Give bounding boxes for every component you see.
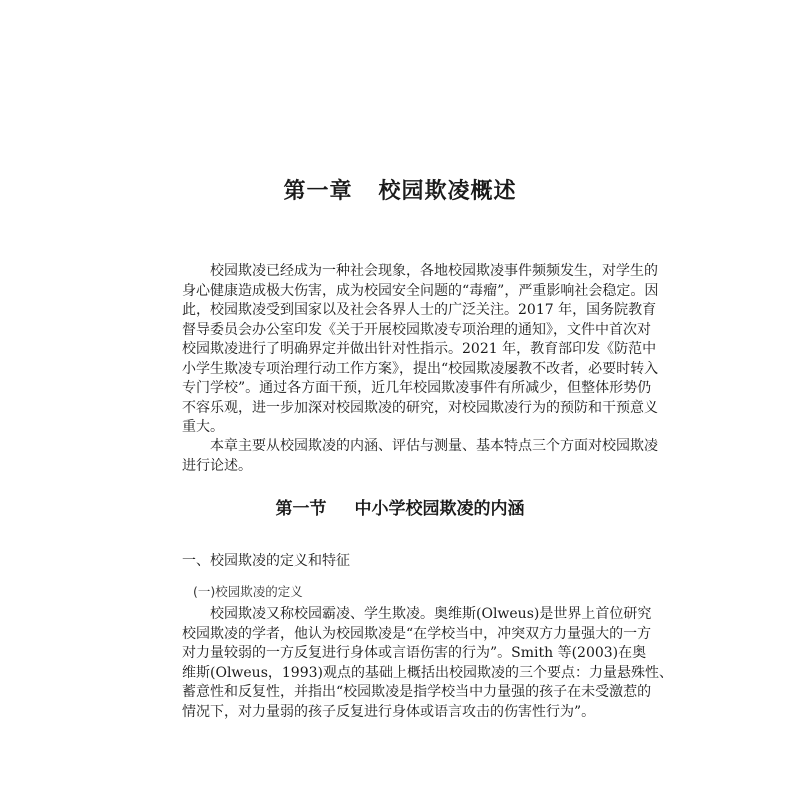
text-line: 校园欺凌已经成为一种社会现象，各地校园欺凌事件频频发生，对学生的 [210,263,658,279]
text-line: 进行论述。 [182,457,252,474]
text-line: 维斯(Olweus，1993)观点的基础上概括出校园欺凌的三个要点：力量悬殊性、 [182,664,673,681]
intro-paragraph-1 [182,262,659,438]
section-number: 第一节 [275,499,327,519]
subsection-heading: 一、校园欺凌的定义和特征 [182,553,350,569]
definition-paragraph [182,605,673,722]
text-line: 专门学校”。通过各方面干预，近几年校园欺凌事件有所减少，但整体形势仍 [182,380,652,396]
text-line: 身心健康造成极大伤害，成为校园安全问题的“毒瘤”，严重影响社会稳定。因 [182,282,659,299]
text-line: 重大。 [182,419,224,435]
text-line: 对力量较弱的一方反复进行身体或言语伤害的行为”。Smith 等(2003)在奥 [182,645,647,661]
text-line: 校园欺凌的学者，他认为校园欺凌是“在学校当中，冲突双方力量强大的一方 [182,625,652,642]
section-heading [0,494,800,519]
text-line: 本章主要从校园欺凌的内涵、评估与测量、基本特点三个方面对校园欺凌 [210,438,658,454]
subsubsection-heading: (一)校园欺凌的定义 [193,584,303,599]
intro-paragraph-2 [182,437,658,476]
section-title: 中小学校园欺凌的内涵 [354,499,525,519]
text-line: 校园欺凌又称校园霸凌、学生欺凌。奥维斯(Olweus)是世界上首位研究 [210,606,652,622]
text-line: 小学生欺凌专项治理行动工作方案》，提出“校园欺凌屡教不改者，必要时转入 [182,360,659,377]
text-line: 此，校园欺凌受到国家以及社会各界人士的广泛关注。2017 年，国务院教育 [182,302,657,318]
chapter-name: 校园欺凌概述 [378,178,517,204]
text-line: 督导委员会办公室印发《关于开展校园欺凌专项治理的通知》，文件中首次对 [182,321,651,338]
chapter-number: 第一章 [283,178,353,204]
text-line: 蓄意性和反复性，并指出“校园欺凌是指学校当中力量强的孩子在未受激惹的 [182,684,652,700]
text-line: 校园欺凌进行了明确界定并做出针对性指示。2021 年，教育部印发《防范中 [182,341,657,357]
text-line: 情况下，对力量弱的孩子反复进行身体或语言攻击的伤害性行为”。 [182,703,596,720]
text-line: 不容乐观，进一步加深对校园欺凌的研究，对校园欺凌行为的预防和干预意义 [182,399,658,416]
chapter-title [0,174,800,205]
